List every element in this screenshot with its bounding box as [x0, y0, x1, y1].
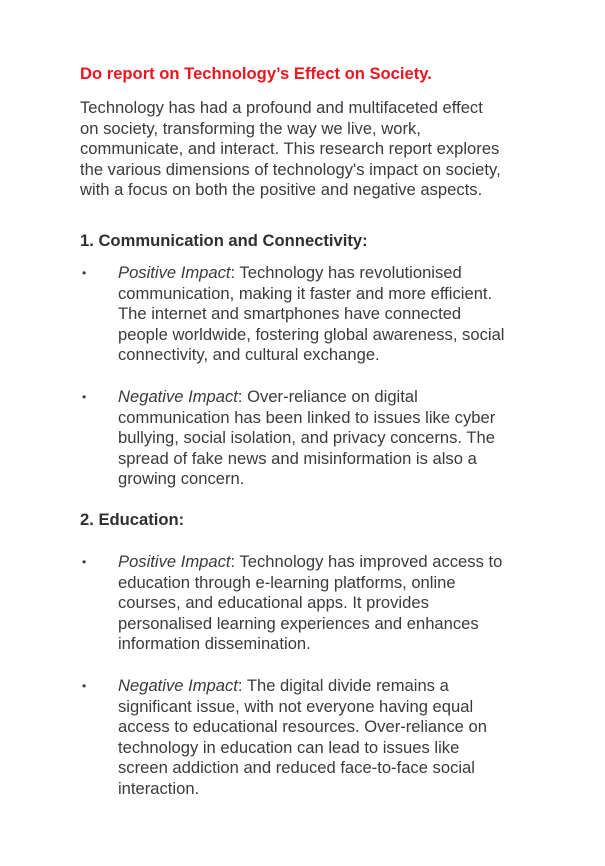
bullet-line: courses, and educational apps. It provides	[118, 593, 429, 613]
bullet-line: personalised learning experiences and enhances	[118, 613, 479, 633]
bullet-text	[118, 387, 528, 490]
bullet-line: The internet and smartphones have connected	[118, 304, 462, 324]
impact-label: Negative Impact	[118, 676, 238, 695]
impact-label: Negative Impact	[118, 387, 238, 406]
bullet-marker-icon: •	[82, 555, 87, 569]
intro-paragraph	[80, 98, 540, 201]
bullet-marker-icon: •	[82, 390, 87, 404]
bullet-line: : The digital divide remains a	[237, 676, 449, 695]
bullet-line: spread of fake news and misinformation is also a	[118, 448, 477, 468]
bullet-line: technology in education can lead to issues like	[118, 737, 460, 757]
intro-line: the various dimensions of technology's impact on society,	[80, 159, 501, 179]
bullet-line: bullying, social isolation, and privacy concerns. The	[118, 428, 495, 448]
impact-label: Positive Impact	[118, 263, 231, 282]
bullet-line: access to educational resources. Over-reliance on	[118, 717, 487, 737]
document-title: Do report on Technology’s Effect on Society.	[80, 64, 432, 83]
bullet-line: interaction.	[118, 778, 200, 798]
impact-label: Positive Impact	[118, 552, 231, 571]
bullet-line: communication, making it faster and more efficient.	[118, 283, 493, 303]
bullet-line: education through e-learning platforms, online	[118, 572, 456, 592]
bullet-line: : Technology has revolutionised	[230, 263, 462, 282]
bullet-text	[118, 263, 528, 366]
intro-line: communicate, and interact. This research report explores	[80, 139, 500, 159]
bullet-line: people worldwide, fostering global awareness, social	[118, 324, 505, 344]
bullet-line: significant issue, with not everyone having equal	[118, 696, 474, 716]
bullet-line: screen addiction and reduced face-to-face social	[118, 758, 475, 778]
section-heading-education: 2. Education:	[80, 510, 185, 529]
section-heading-communication: 1. Communication and Connectivity:	[80, 231, 368, 250]
intro-line: on society, transforming the way we live, work,	[80, 118, 421, 138]
bullet-line: connectivity, and cultural exchange.	[118, 345, 380, 365]
bullet-line: : Technology has improved access to	[230, 552, 503, 571]
bullet-marker-icon: •	[82, 266, 87, 280]
bullet-marker-icon: •	[82, 679, 87, 693]
intro-line: with a focus on both the positive and negative aspects.	[80, 180, 483, 200]
bullet-line: information dissemination.	[118, 634, 311, 654]
bullet-line: communication has been linked to issues like cyber	[118, 407, 496, 427]
bullet-text	[118, 552, 528, 655]
bullet-line: growing concern.	[118, 469, 245, 489]
bullet-line: : Over-reliance on digital	[237, 387, 418, 406]
intro-line: Technology has had a profound and multifaceted effect	[80, 98, 483, 117]
bullet-text	[118, 676, 528, 800]
